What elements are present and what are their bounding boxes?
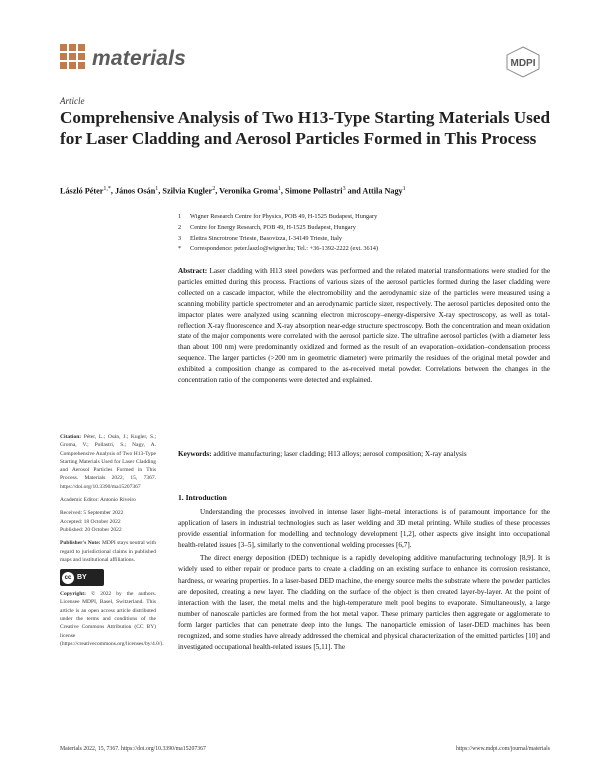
by-label: BY [77,573,87,581]
affiliation-item [178,244,558,255]
body-paragraph: The direct energy deposition (DED) technique is a rapidly developing additive manufacturing technology [8,9]. It is widely used to either repair or produce parts to create a cladding on an existing surface to enhance its corrosion resistance, hardness, or wearing properties. In a laser-based DED machine, the energy source melts the substrate where the powder particles are deposited, creating a new layer. The cladding on the surface of the object is then created layer-by-layer. At the point of interaction with the laser, the metal melts and the high-temperature melt pool begins to evaporate. Simultaneously, a large number of nanoscale particles are formed from the hot metal vapor. These primary particles then aggregate or agglomerate to form larger particles that can penetrate deep into the lungs. The nanoparticle emission of laser-DED machines has been recognized, and some studies have already addressed the chemical and physical characterization of the emitted particles [10] and investigated occupational health-related issues [5,11]. The [178,554,550,652]
abstract-text: Laser cladding with H13 steel powders was performed and the related material transformations were studied for the particles emitted during this process. Fractions of various sizes of the aerosol particles formed during the laser cladding were collected on a cascade impactor, while the electromobility and the aerodynamic size of the particles were measured using a scanning mobility particle spectrometer and an aerodynamic particle sizer, respectively. The aerosol particles deposited onto the impactor plates were analyzed using scanning electron microscopy–energy-dispersive X-ray spectroscopy, as well as total-reflection X-ray fluorescence and X-ray absorption near-edge structure spectroscopy. Both the concentration and mean oxidation state of the major components were correlated with the aerosol particle size. The ultrafine aerosol particles (with a diameter less than about 100 nm) were predominantly oxidized and formed as the result of an evaporation–oxidation–condensation process sequence. The larger particles (>200 nm in geometric diameter) were primarily the residues of the original metal powder and exhibited a composition change as compared to the as-received metal powder. Correlations between the changes in the concentration ratio of the components were detected and explained. [178,267,551,385]
affiliation-number: 1 [178,213,182,220]
academic-editor [60,496,156,504]
paper-title: Comprehensive Analysis of Two H13-Type Starting Materials Used for Laser Cladding and Aerosol Particles Formed in This Process [60,108,551,148]
editor-label: Academic Editor: [60,497,99,504]
affiliation-text: Correspondence: peter.laszlo@wigner.hu; Tel.: +36-1392-2222 (ext. 3614) [190,245,379,253]
affiliation-text: Centre for Energy Research, POB 49, H-1525 Budapest, Hungary [190,223,356,231]
author-name[interactable]: Szilvia Kugler [162,186,213,196]
author-name[interactable]: Attila Nagy [362,186,403,196]
publisher-note [60,539,156,564]
author-name[interactable]: László Péter [60,186,104,196]
author-name[interactable]: Veronika Groma [219,186,278,196]
affiliation-number: 2 [178,223,182,231]
publisher-note-text: MDPI stays neutral with regard to jurisdictional claims in published maps and institutional affiliations. [60,540,156,563]
article-sidebar [60,433,164,653]
author-affiliation-marker: 3 [342,186,346,192]
footer-citation[interactable]: Materials 2022, 15, 7367. https://doi.org/10.3390/ma15207367 [60,746,206,752]
accepted-date: Accepted: 18 October 2022 [60,518,121,525]
keywords [178,449,550,460]
affiliation-number: 3 [178,234,182,242]
author-list: László Péter$^{1,*}$, János Osán$^1$, Szilvia Kugler$^2$, Veronika Groma$^1$, Simone Pollastri$^3$ and Attila Nagy$^1$ [60,186,406,196]
affiliation-number: * [178,245,182,253]
received-date: Received: 5 September 2022 [60,510,124,517]
published-date: Published: 20 October 2022 [60,526,122,533]
author-affiliation-marker: 1,* [103,186,111,192]
author-affiliation-marker: 1 [277,186,281,192]
author-affiliation-marker: 1 [155,186,159,192]
introduction-body [178,507,550,655]
copyright-label: Copyright: [60,591,86,598]
affiliation-text: Wigner Research Centre for Physics, POB 49, H-1525 Budapest, Hungary [190,213,378,220]
body-paragraph: Understanding the processes involved in intense laser light–metal interactions is of paramount importance for the application of lasers in industrial technologies such as laser welding and 3D metal printing. While studies of these processes provide essential information for modelling and technology development [1,2], other aspects give insight into occupational health-related issues [3–5], similarly to the conventional welding processes [6,7]. [178,508,550,550]
cc-by-license-icon[interactable] [60,569,104,586]
affiliation-item [178,223,558,234]
copyright-text: © 2022 by the authors. Licensee MDPI, Basel, Switzerland. This article is an open access article distributed under the terms and conditions of the Creative Commons Attribution (CC BY) license (https://creativecommons.org/licenses/by/4.0/). [60,591,164,647]
publisher-note-label: Publisher's Note: [60,540,101,547]
author-name[interactable]: János Osán [115,186,156,196]
abstract-label: Abstract: [178,267,208,275]
editor-name: Antonio Riveiro [100,497,136,504]
copyright-block [60,590,164,648]
keywords-label: Keywords: [178,450,212,458]
footer-journal-url[interactable]: https://www.mdpi.com/journal/materials [456,746,550,752]
author-affiliation-marker: 2 [212,186,216,192]
author-affiliation-marker: 1 [402,186,406,192]
author-name[interactable]: Simone Pollastri [285,186,343,196]
citation-label: Citation: [60,434,82,440]
journal-logo [60,44,186,74]
affiliation-item [178,212,558,223]
abstract [178,266,550,386]
affiliation-item [178,234,558,245]
citation-text[interactable]: Péter, L.; Osán, J.; Kugler, S.; Groma, V.; Pollastri, S.; Nagy, A. Comprehensive Analysis of Two H13-Type Starting Materials Used for Laser Cladding and Aerosol Particles Formed in This Process. Materials 2022, 15, 7367. https://doi.org/10.3390/ma15207367 [60,434,156,490]
keywords-text: additive manufacturing; laser cladding; H13 alloys; aerosol composition; X-ray analysis [213,450,467,458]
journal-name: materials [92,47,187,70]
dates-block [60,509,156,534]
mdpi-logo-text: MDPI [510,58,536,69]
section-heading-introduction: 1. Introduction [178,493,227,502]
affiliation-text: Elettra Sincrotrone Trieste, Basovizza, I-34149 Trieste, Italy [190,234,342,242]
affiliations [178,212,558,255]
journal-logo-icon [60,44,86,74]
cc-icon: cc [62,572,74,584]
mdpi-logo-icon [505,46,541,78]
citation-block [60,433,156,491]
article-type: Article [60,96,85,106]
page-footer [60,746,550,752]
